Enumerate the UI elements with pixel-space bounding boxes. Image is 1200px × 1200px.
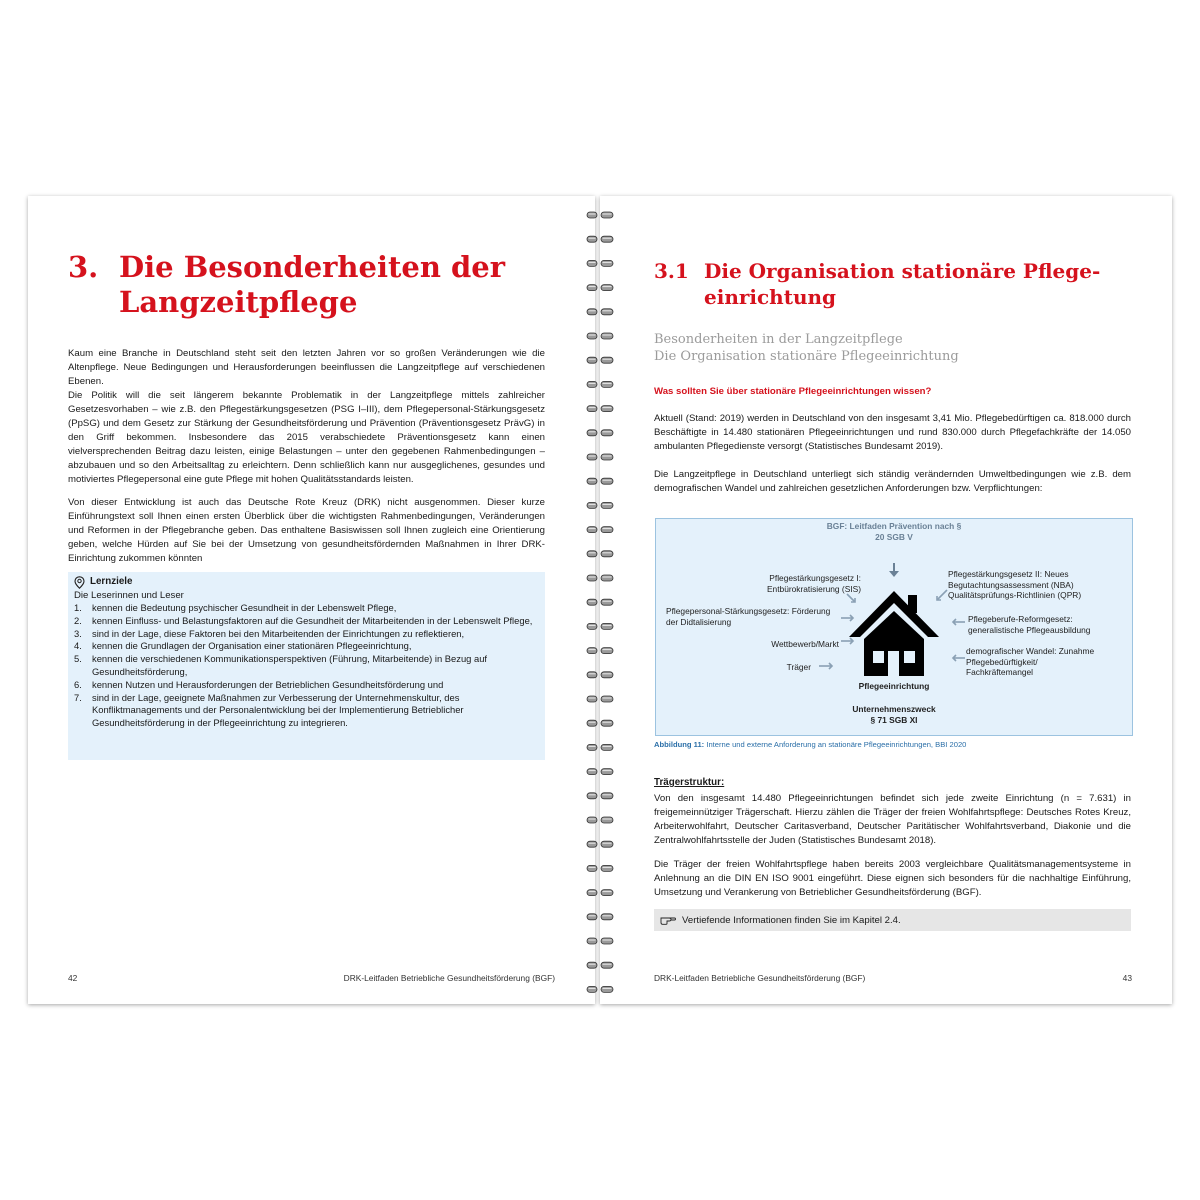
location-pin-icon [74, 576, 85, 589]
lernziel-number: 6. [74, 678, 82, 690]
right-arrows [937, 590, 965, 661]
spiral-ring [587, 406, 613, 412]
spiral-ring [587, 502, 613, 508]
lernziel-text: kennen Nutzen und Herausforderungen der Betrieblichen Gesundheitsförderung und [92, 678, 444, 690]
spiral-ring [587, 430, 613, 436]
left-arrows [819, 594, 855, 669]
spiral-ring [587, 672, 613, 678]
chapter-title-text: Die Besonderheiten der Langzeitpflege [119, 250, 506, 319]
lernziel-number: 7. [74, 691, 82, 703]
spiral-ring [587, 527, 613, 533]
figure-right-label-3: demografischer Wandel: Zunahme Pflegebedürftigkeit/ Fachkräftemangel [966, 646, 1095, 677]
chapter-number: 3. [68, 250, 99, 284]
politics-paragraph: Die Politik will die seit längerem bekannte Problematik in der Langzeitpflege mittels zahlreicher Gesetzesvorhaben – wie z.B. den Pflegestärkungsgesetzen (PSG I–III), dem Pflegepersonal-Stärkungsgesetz (PpSG) und dem Gesetz zur Stärkung der Gesundheitsförderung und Prävention (Präventionsgesetz PrävG) in den Griff bekommen. Insbesondere das 2015 verabschiedete Präventionsgesetz kann einen vielversprechenden Beitrag dazu leisten, einige Belastungen – unter den gegebenen Rahmenbedingungen – abzubauen und so den Arbeitsalltag zu erleichtern. Denn schließlich kann nur ausgeglichenes, gesundes und motiviertes Pflegepersonal eine gute Pflege mit hohen Qualitätsstandards leisten. [68, 390, 545, 485]
spiral-ring [587, 599, 613, 605]
figure-left-label-4: Träger [786, 662, 811, 672]
lernziel-text: sind in der Lage, diese Faktoren bei den Mitarbeitenden der Einrichtungen zu reflektieren, [92, 627, 465, 639]
drk-paragraph: Von dieser Entwicklung ist auch das Deutsche Rote Kreuz (DRK) nicht ausgenommen. Dieser kurze Einführungstext soll Ihnen einen ersten Überblick über die wichtigsten Rahmenbedingungen, Veränderungen und Reformen in der Pflegebranche geben. Das enthaltene Basiswissen soll Ihnen zugleich eine Orientierung geben, welche Hürden auf Sie bei der Umsetzung von gesundheitsfördernden Maßnahmen in Ihrer DRK-Einrichtung zukommen könnten [68, 497, 545, 564]
spiral-ring [587, 817, 613, 823]
section-title-text: Die Organisation stationäre Pflege-einrichtung [704, 259, 1101, 309]
lernziele-heading [74, 575, 132, 589]
spiral-ring [587, 938, 613, 944]
subhead-line-1: Besonderheiten in der Langzeitpflege [654, 332, 903, 347]
footer-title-left: DRK-Leitfaden Betriebliche Gesundheitsförderung (BGF) [343, 973, 555, 983]
spiral-ring [587, 212, 613, 218]
footer-title-right: DRK-Leitfaden Betriebliche Gesundheitsförderung (BGF) [654, 973, 866, 983]
figure-right-label-2: Pflegeberufe-Reformgesetz: generalistische Pflegeausbildung [968, 614, 1091, 635]
spiral-ring [587, 841, 613, 847]
lernziel-text: sind in der Lage, geeignete Maßnahmen zur Verbesserung der Unternehmenskultur, des Konfliktmanagements und der Personalentwicklung bei der Implementierung Betrieblicher Gesundheitsförderung in der Pflegeeinrichtung zu integrieren. [92, 691, 464, 729]
spiral-ring [587, 793, 613, 799]
lernziele-intro: Die Leserinnen und Leser [74, 590, 184, 601]
pointing-hand-icon [660, 915, 676, 925]
spiral-ring [587, 865, 613, 871]
figure-bottom-label-2: § 71 SGB XI [870, 715, 918, 725]
lernziel-item [74, 692, 536, 730]
figure-caption [654, 740, 966, 749]
spiral-ring [587, 309, 613, 315]
lernziel-number: 5. [74, 653, 82, 665]
spiral-ring [587, 769, 613, 775]
spiral-ring [587, 696, 613, 702]
lernziel-number: 4. [74, 640, 82, 652]
figure-bottom-label-1: Unternehmenszweck [852, 704, 936, 714]
hint-text: Vertiefende Informationen finden Sie im Kapitel 2.4. [682, 914, 901, 926]
question-heading: Was sollten Sie über stationäre Pflegeeinrichtungen wissen? [654, 386, 932, 397]
lernziel-number: 3. [74, 627, 82, 639]
page-number-left: 42 [68, 973, 78, 983]
spiral-ring [587, 285, 613, 291]
caption-label: Abbildung 11: [654, 740, 705, 749]
subhead [654, 331, 959, 365]
spiral-ring [587, 744, 613, 750]
lernziel-item [74, 640, 536, 653]
spiral-ring [587, 962, 613, 968]
lernziele-list [74, 602, 536, 730]
lernziel-item [74, 628, 536, 641]
lernziele-box [68, 572, 545, 760]
figure-left-label-1: Pflegestärkungsgesetz I: Entbürokratisierung (SIS) [766, 573, 861, 594]
requirements-figure [655, 518, 1133, 736]
figure-top-label: BGF: Leitfaden Prävention nach § 20 SGB V [826, 521, 962, 542]
spiral-ring [587, 648, 613, 654]
caption-text: Interne und externe Anforderung an stationäre Pflegeeinrichtungen, BBI 2020 [706, 740, 967, 749]
spiral-ring [587, 623, 613, 629]
spiral-ring [587, 236, 613, 242]
arrow-down-head [889, 571, 899, 577]
traeger-paragraph-1: Von den insgesamt 14.480 Pflegeeinrichtungen befindet sich jede zweite Einrichtung (n = 7.631) in freigemeinnütziger Trägerschaft. Hierzu zählen die Träger der freien Wohlfahrtspflege: Deutsches Rotes Kreuz, Arbeiterwohlfahrt, Deutscher Caritasverband, Deutscher Paritätischer Wohlfahrtsverband, Diakonie und die Zentralwohlfahrtsstelle der Juden (Statistisches Bundesamt 2018). [654, 793, 1131, 846]
lernziele-title: Lernziele [90, 576, 133, 587]
figure-left-label-2: Pflegepersonal-Stärkungsgesetz: Förderung der Didtalisierung [666, 606, 831, 627]
house-icon [849, 591, 939, 676]
lernziel-item [74, 653, 536, 679]
lernziel-text: kennen die Grundlagen der Organisation einer stationären Pflegeeinrichtung, [92, 640, 412, 652]
lernziel-number: 2. [74, 614, 82, 626]
figure-center-label: Pflegeeinrichtung [858, 681, 930, 691]
hint-box [654, 909, 1131, 931]
spiral-ring [587, 914, 613, 920]
section-number: 3.1 [654, 259, 689, 283]
traeger-paragraph-2: Die Träger der freien Wohlfahrtspflege haben bereits 2003 vergleichbare Qualitätsmanagementsysteme in Anlehnung an die DIN EN ISO 9001 eingeführt. Diese eignen sich besonders für die nachhaltige Einführung, Umsetzung und Verankerung von Betrieblicher Gesundheitsförderung (BGF). [654, 859, 1131, 898]
lernziel-item [74, 615, 536, 628]
lernziel-item [74, 602, 536, 615]
spiral-ring [587, 575, 613, 581]
lernziel-item [74, 679, 536, 692]
lernziel-text: kennen Einfluss- und Belastungsfaktoren auf die Gesundheit der Mitarbeitenden in der Lebenswelt Pflege, [92, 614, 533, 626]
intro-paragraph: Kaum eine Branche in Deutschland steht seit den letzten Jahren vor so großen Veränderungen wie die Altenpflege. Neue Bedingungen und Herausforderungen beeinflussen die Langzeitpflege auf verschiedenen Ebenen. [68, 348, 545, 387]
spiral-ring [587, 478, 613, 484]
spiral-ring [587, 454, 613, 460]
environment-paragraph: Die Langzeitpflege in Deutschland unterliegt sich ständig verändernden Umweltbedingungen wie z.B. dem demografischen Wandel und zahlreichen gesetzlichen Anforderungen bzw. Verpflichtungen: [654, 469, 1131, 494]
spiral-ring [587, 260, 613, 266]
spiral-ring [587, 890, 613, 896]
lernziel-text: kennen die verschiedenen Kommunikationsperspektiven (Führung, Mitarbeitende) in Bezug auf Gesundheitsförderung, [92, 653, 488, 677]
figure-graphic [656, 519, 1132, 735]
spiral-ring [587, 986, 613, 992]
traeger-heading: Trägerstruktur: [654, 777, 725, 788]
right-page [600, 196, 1172, 1004]
statistics-paragraph: Aktuell (Stand: 2019) werden in Deutschland von den insgesamt 3,41 Mio. Pflegebedürftigen ca. 818.000 durch Beschäftigte in 14.480 stationären Pflegeeinrichtungen und rund 830.000 durch Pflegefachkräfte der 14.050 ambulanten Pflegedienste versorgt (Statistisches Bundesamt 2019). [654, 413, 1131, 452]
left-page [28, 196, 595, 1004]
lernziel-text: kennen die Bedeutung psychischer Gesundheit in der Lebenswelt Pflege, [92, 602, 397, 613]
page-number-right: 43 [1122, 973, 1132, 983]
spiral-binding [584, 204, 616, 1004]
spiral-ring [587, 381, 613, 387]
spiral-ring [587, 333, 613, 339]
spiral-ring [587, 720, 613, 726]
spiral-ring [587, 357, 613, 363]
lernziel-number: 1. [74, 602, 82, 613]
figure-right-label-1: Pflegestärkungsgesetz II: Neues Begutachtungsassessment (NBA) Qualitätsprüfungs-Richtlinien (QPR) [948, 569, 1082, 600]
figure-left-label-3: Wettbewerb/Markt [771, 639, 839, 649]
spiral-ring [587, 551, 613, 557]
subhead-line-2: Die Organisation stationäre Pflegeeinrichtung [654, 349, 959, 364]
